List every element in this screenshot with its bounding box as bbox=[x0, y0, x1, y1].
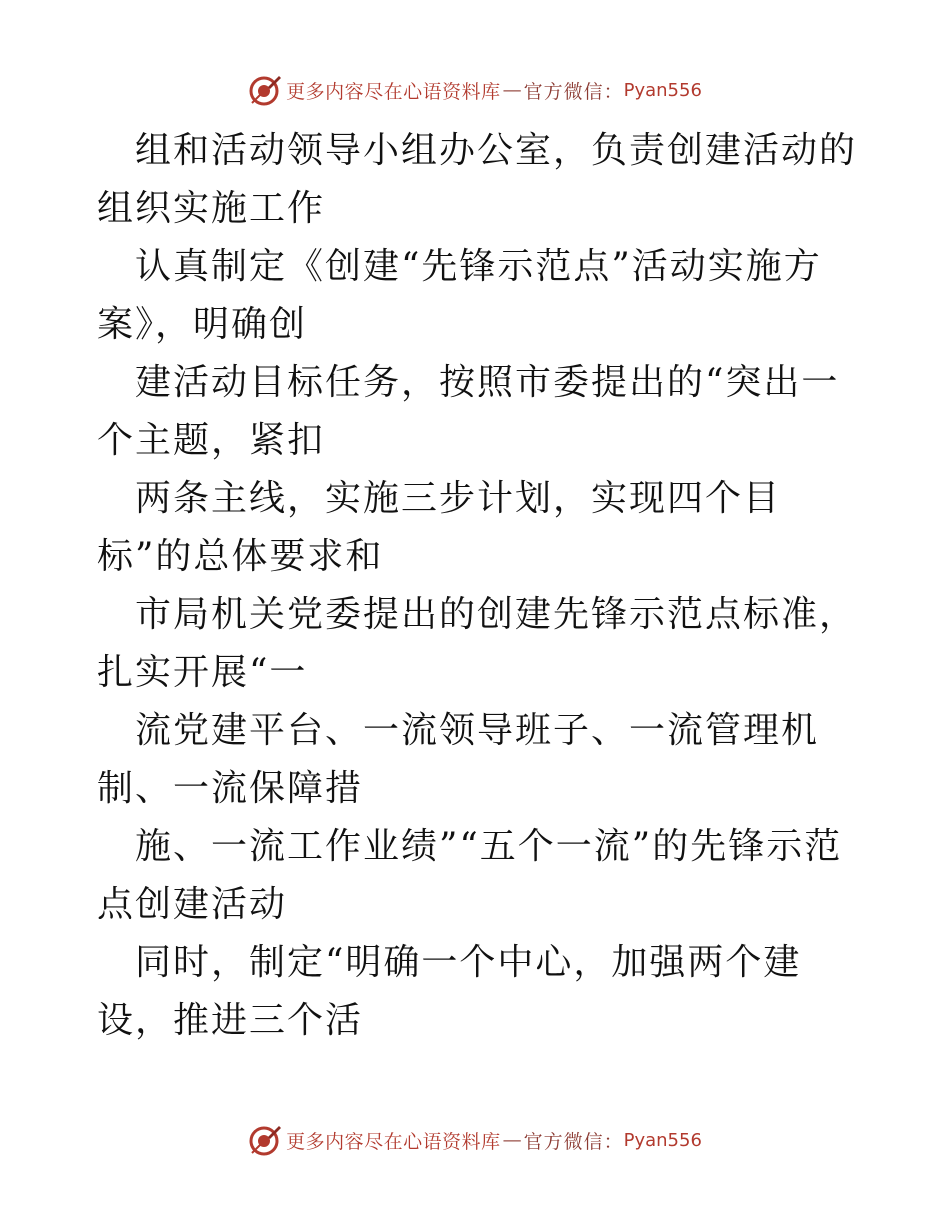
watermark-site-text: 更多内容尽在心语资料库 bbox=[286, 80, 501, 103]
paragraph-6: 流党建平台、一流领导班子、一流管理机制、一流保障措 bbox=[97, 710, 820, 809]
watermark-wechat-label: 官方微信： bbox=[523, 1130, 624, 1153]
document-body bbox=[97, 122, 867, 1050]
watermark-wechat-id: Pyan556 bbox=[623, 79, 702, 101]
watermark-wechat-label: 官方微信： bbox=[523, 80, 624, 103]
footer-watermark bbox=[0, 1120, 950, 1160]
paragraph-1: 组和活动领导小组办公室，负责创建活动的组织实施工作 bbox=[97, 130, 858, 229]
quill-logo-icon bbox=[248, 73, 282, 107]
watermark-dash: — bbox=[502, 79, 522, 101]
quill-logo-icon bbox=[248, 1123, 282, 1157]
paragraph-5: 市局机关党委提出的创建先锋示范点标准，扎实开展“一 bbox=[97, 594, 858, 693]
paragraph-2: 认真制定《创建“先锋示范点”活动实施方案》，明确创 bbox=[97, 246, 822, 345]
paragraph-8: 同时，制定“明确一个中心，加强两个建设，推进三个活 bbox=[97, 942, 802, 1041]
paragraph-4: 两条主线，实施三步计划，实现四个目标”的总体要求和 bbox=[97, 478, 782, 577]
paragraph-7: 施、一流工作业绩”“五个一流”的先锋示范点创建活动 bbox=[97, 826, 843, 925]
watermark-dash: — bbox=[502, 1129, 522, 1151]
header-watermark bbox=[0, 70, 950, 110]
watermark-wechat-id: Pyan556 bbox=[623, 1129, 702, 1151]
paragraph-3: 建活动目标任务，按照市委提出的“突出一个主题，紧扣 bbox=[97, 362, 840, 461]
watermark-site-text: 更多内容尽在心语资料库 bbox=[286, 1130, 501, 1153]
